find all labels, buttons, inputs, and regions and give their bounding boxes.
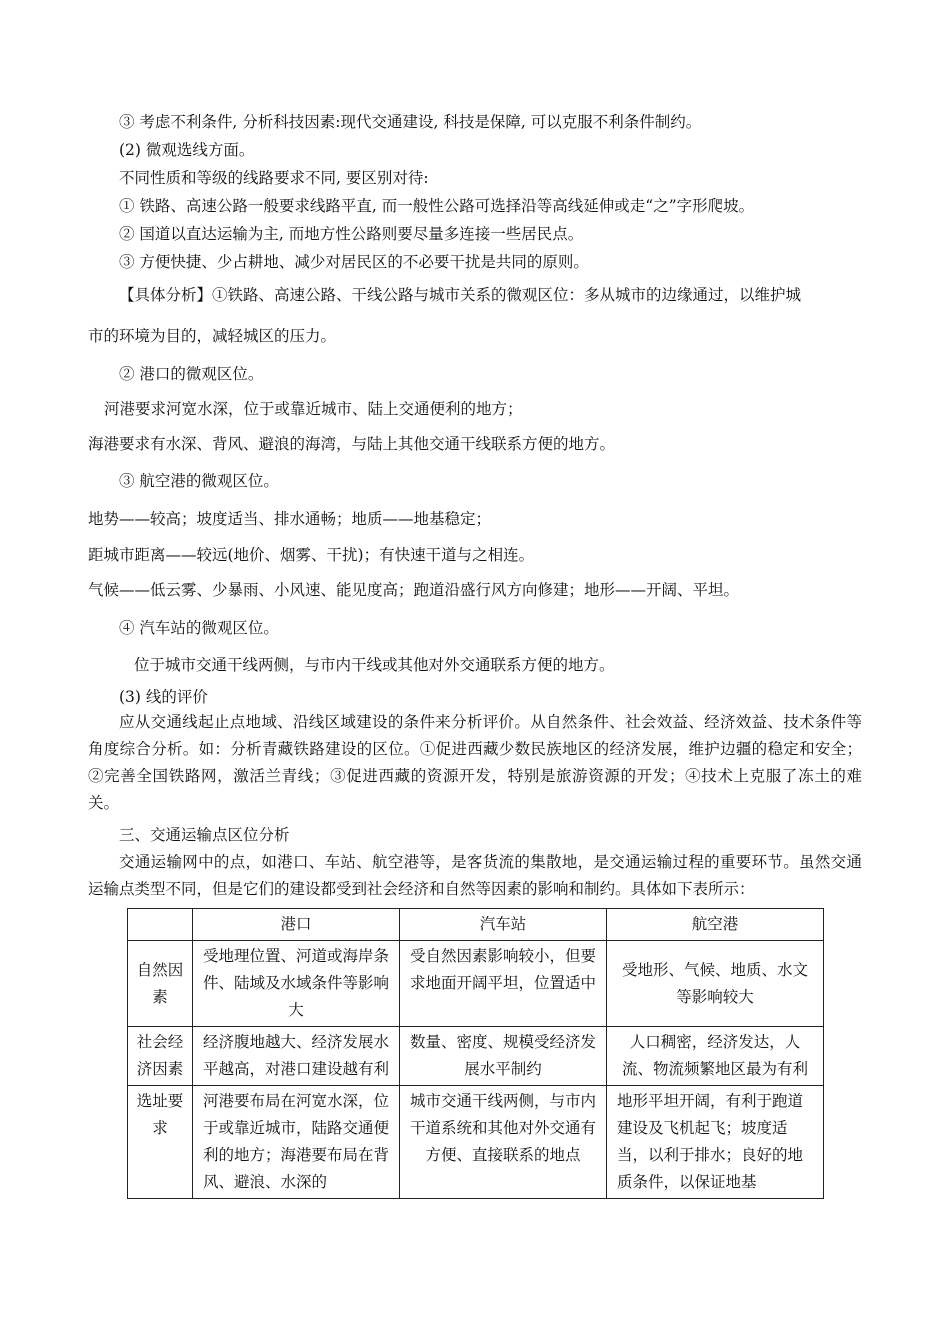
row-label: 选址要求 xyxy=(128,1086,193,1199)
text-line: ③ 方便快捷、少占耕地、减少对居民区的不必要干扰是共同的原则。 xyxy=(119,253,589,271)
table-row xyxy=(128,1027,824,1086)
table-row xyxy=(128,941,824,1027)
text-line: 河港要求河宽水深，位于或靠近城市、陆上交通便利的地方； xyxy=(104,400,523,418)
table-cell: 人口稠密，经济发达，人流、物流频繁地区最为有利 xyxy=(607,1027,824,1086)
text-line: 地势——较高；坡度适当、排水通畅；地质——地基稳定； xyxy=(88,510,492,528)
table-cell: 地形平坦开阔，有利于跑道建设及飞机起飞；坡度适当，以利于排水；良好的地质条件，以保证地基 xyxy=(607,1086,824,1199)
text-line: 海港要求有水深、背风、避浪的海湾，与陆上其他交通干线联系方便的地方。 xyxy=(88,435,616,453)
text-line: 市的环境为目的，减轻城区的压力。 xyxy=(88,327,337,345)
table-cell: 城市交通干线两侧，与市内干道系统和其他对外交通有方便、直接联系的地点 xyxy=(400,1086,607,1199)
text-line: 位于城市交通干线两侧，与市内干线或其他对外交通联系方便的地方。 xyxy=(134,656,615,674)
row-label: 社会经济因素 xyxy=(128,1027,193,1086)
text-line: ③ 考虑不利条件, 分析科技因素:现代交通建设, 科技是保障, 可以克服不利条件制约。 xyxy=(119,113,702,131)
table-cell: 数量、密度、规模受经济发展水平制约 xyxy=(400,1027,607,1086)
header-cell xyxy=(128,909,193,941)
text-line: ③ 航空港的微观区位。 xyxy=(119,472,279,490)
subsection-heading: (2) 微观选线方面。 xyxy=(119,141,255,159)
row-label: 自然因素 xyxy=(128,941,193,1027)
text-line: 气候——低云雾、少暴雨、小风速、能见度高；跑道沿盛行风方向修建；地形——开阔、平坦。 xyxy=(88,581,740,599)
table-cell: 受地理位置、河道或海岸条件、陆域及水域条件等影响大 xyxy=(193,941,400,1027)
table-cell: 河港要布局在河宽水深，位于或靠近城市，陆路交通便利的地方；海港要布局在背风、避浪、水深的 xyxy=(193,1086,400,1199)
transport-point-table xyxy=(127,908,824,1199)
subsection-heading: (3) 线的评价 xyxy=(119,688,208,706)
text-line: ① 铁路、高速公路一般要求线路平直, 而一般性公路可选择沿等高线延伸或走“之”字形爬坡。 xyxy=(119,197,755,215)
text-line: 【具体分析】①铁路、高速公路、干线公路与城市关系的微观区位：多从城市的边缘通过，以维护城 xyxy=(119,286,802,304)
text-line: 距城市距离——较远(地价、烟雾、干扰)；有快速干道与之相连。 xyxy=(88,546,535,564)
header-cell: 航空港 xyxy=(607,909,824,941)
text-line: 不同性质和等级的线路要求不同, 要区别对待: xyxy=(119,169,429,187)
paragraph-evaluation: 应从交通线起止点地域、沿线区域建设的条件来分析评价。从自然条件、社会效益、经济效益、技术条件等角度综合分析。如：分析青藏铁路建设的区位。①促进西藏少数民族地区的经济发展，维护边疆的稳定和安全；②完善全国铁路网，激活兰青线；③促进西藏的资源开发，特别是旅游资源的开发；④技术上克服了冻土的难关。 xyxy=(88,713,862,812)
text-line: ② 港口的微观区位。 xyxy=(119,365,264,383)
paragraph-transport-points: 交通运输网中的点，如港口、车站、航空港等，是客货流的集散地，是交通运输过程的重要环节。虽然交通运输点类型不同，但是它们的建设都受到社会经济和自然等因素的影响和制约。具体如下表所示： xyxy=(88,853,862,898)
header-cell: 汽车站 xyxy=(400,909,607,941)
section-heading: 三、交通运输点区位分析 xyxy=(119,826,290,844)
header-cell: 港口 xyxy=(193,909,400,941)
table-row xyxy=(128,1086,824,1199)
text-line: ④ 汽车站的微观区位。 xyxy=(119,619,279,637)
table-cell: 受自然因素影响较小，但要求地面开阔平坦，位置适中 xyxy=(400,941,607,1027)
text-line: ② 国道以直达运输为主, 而地方性公路则要尽量多连接一些居民点。 xyxy=(119,225,584,243)
table-cell: 经济腹地越大、经济发展水平越高，对港口建设越有利 xyxy=(193,1027,400,1086)
table-cell: 受地形、气候、地质、水文等影响较大 xyxy=(607,941,824,1027)
table-header-row xyxy=(128,909,824,941)
